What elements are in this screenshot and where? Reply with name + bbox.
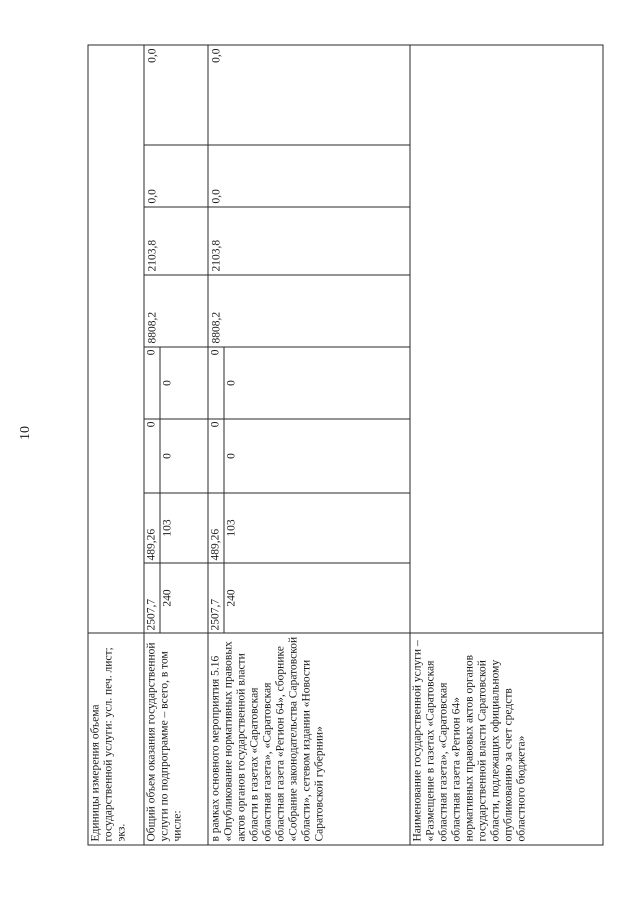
value-bottom: 103	[225, 519, 238, 537]
value-bottom: 0	[161, 380, 174, 386]
value-bottom: 0	[161, 453, 174, 459]
value-pair-cell	[208, 493, 410, 563]
value-cell: 0,0	[144, 145, 208, 207]
page-number: 10	[18, 426, 33, 440]
value-cell: 8808,2	[208, 275, 410, 347]
value-bottom: 240	[225, 589, 238, 607]
value-pair-cell	[144, 347, 208, 419]
units-label-cell: Единицы измерения объема государственной услуги: усл. печ. лист; экз.	[88, 633, 144, 845]
value-cell: 0,0	[144, 45, 208, 145]
value-cell: 8808,2	[144, 275, 208, 347]
value-pair-cell	[208, 347, 410, 419]
service-empty-cell	[410, 45, 603, 633]
value-top: 489,26	[145, 494, 161, 563]
value-pair-cell	[144, 419, 208, 493]
value-cell: 2103,8	[144, 207, 208, 275]
value-pair-cell	[208, 563, 410, 633]
value-top: 0	[209, 348, 225, 419]
value-bottom: 0	[225, 453, 238, 459]
value-cell: 0,0	[208, 145, 410, 207]
volume-table	[88, 45, 604, 846]
value-bottom: 0	[225, 380, 238, 386]
table-row	[410, 45, 603, 845]
header-empty-cell	[88, 45, 144, 633]
table-row	[144, 45, 208, 845]
value-cell: 0,0	[208, 45, 410, 145]
value-top: 2507,7	[209, 564, 225, 633]
value-cell: 2103,8	[208, 207, 410, 275]
rotated-table-sheet	[88, 46, 603, 846]
value-top: 0	[145, 348, 161, 419]
table-header-row	[88, 45, 144, 845]
value-pair-cell	[144, 563, 208, 633]
value-pair-cell	[144, 493, 208, 563]
value-bottom: 240	[161, 589, 174, 607]
value-top: 489,26	[209, 494, 225, 563]
value-top: 0	[145, 420, 161, 493]
value-top: 2507,7	[145, 564, 161, 633]
value-bottom: 103	[161, 519, 174, 537]
row-label: Общий объем оказания государственной услуги по подпрограмме – всего, в том числе:	[144, 633, 208, 845]
table-row	[208, 45, 410, 845]
service-name-cell: Наименование государственной услуги – «Размещение в газетах «Саратовская областная газета», «Саратовская областная газета «Регион 64» нормативных правовых актов органов государственной власти Саратовской области, подлежащих официальному опубликованию за счет средств областного бюджета»	[410, 633, 603, 845]
value-pair-cell	[208, 419, 410, 493]
value-top: 0	[209, 420, 225, 493]
row-label: в рамках основного мероприятия 5.16 «Опубликование нормативных правовых актов органов государственной власти области в газетах «Саратовская областная газета», «Саратовская областная газета «Регион 64», сборнике «Собрание законодательства Саратовской области», сетевом издании «Новости Саратовской губернии»	[208, 633, 410, 845]
